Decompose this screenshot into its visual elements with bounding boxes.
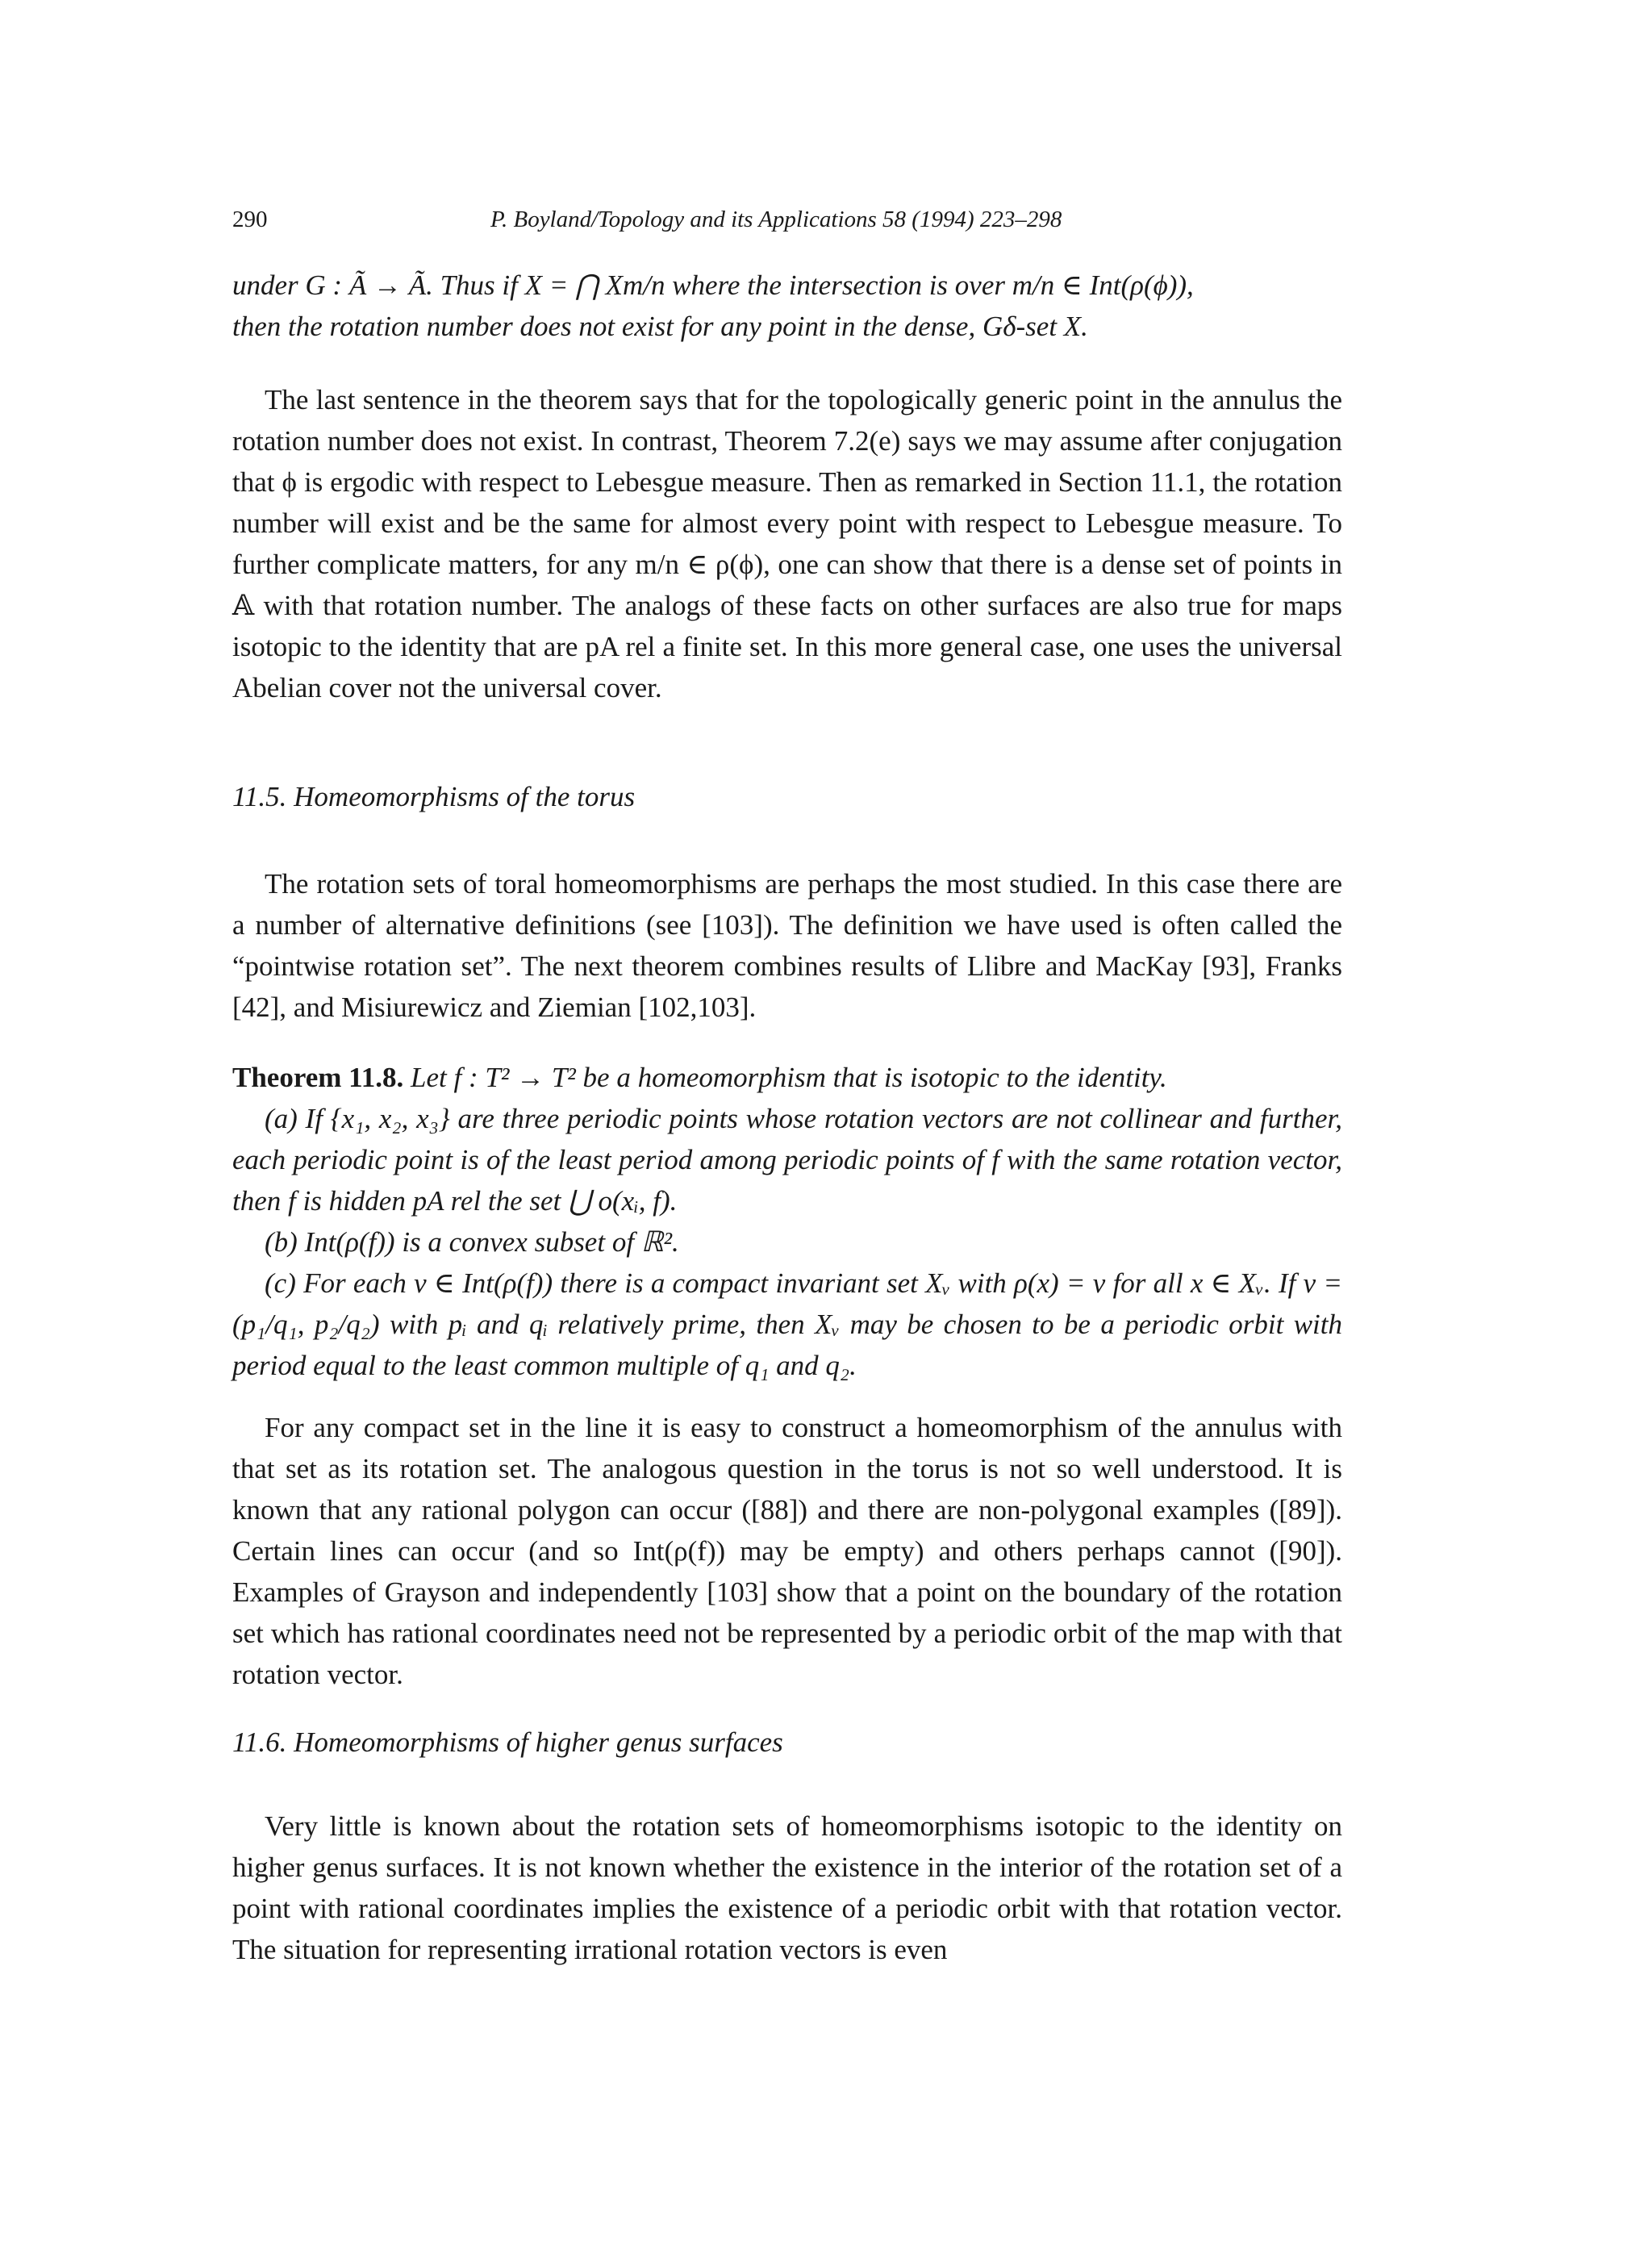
theorem-continuation <box>232 265 1342 347</box>
running-title: P. Boyland/Topology and its Applications 58 (1994) 223–298 <box>490 207 1062 232</box>
paragraph-compact-set <box>232 1407 1342 1695</box>
section-heading-11-6: 11.6. Homeomorphisms of higher genus surfaces <box>232 1726 783 1758</box>
paragraph-text: For any compact set in the line it is easy to construct a homeomorphism of the annulus with that set as its rotation set. The analogous question in the torus is not so well understood. It is known that any rational polygon can occur ([88]) and there are non-polygonal examples ([89]). Certain lines can occur (and so Int(ρ(f)) may be empty) and others perhaps cannot ([90]). Examples of Grayson and independently [103] show that a point on the boundary of the rotation set which has rational coordinates need not be represented by a periodic orbit of the map with that rotation vector. <box>232 1412 1342 1690</box>
text-line: then the rotation number does not exist for any point in the dense, Gδ-set X. <box>232 311 1088 342</box>
page-header <box>232 207 1345 239</box>
text-line: under G : Ã → Ã. Thus if X = ⋂ Xm/n where the intersection is over m/n ∈ Int(ρ(ϕ)), <box>232 269 1194 301</box>
paragraph-higher-genus <box>232 1806 1342 1970</box>
paragraph-text: The rotation sets of toral homeomorphisms are perhaps the most studied. In this case there are a number of alternative definitions (see [103]). The definition we have used is often called the “pointwise rotation set”. The next theorem combines results of Llibre and MacKay [93], Franks [42], and Misiurewicz and Ziemian [102,103]. <box>232 868 1342 1023</box>
theorem-statement <box>232 1057 1342 1098</box>
paragraph-text: Very little is known about the rotation sets of homeomorphisms isotopic to the identity on higher genus surfaces. It is not known whether the existence in the interior of the rotation set of a point with rational coordinates implies the existence of a periodic orbit with that rotation vector. The situation for representing irrational rotation vectors is even <box>232 1810 1342 1965</box>
theorem-text: Let f : T² → T² be a homeomorphism that is isotopic to the identity. <box>411 1062 1167 1093</box>
theorem-part-a: (a) If {x₁, x₂, x₃} are three periodic points whose rotation vectors are not collinear and further, each periodic point is of the least period among periodic points of f with the same rotation vector, then f is hidden pA rel the set ⋃ o(xᵢ, f). <box>232 1103 1342 1217</box>
paragraph-torus <box>232 863 1342 1028</box>
page-number: 290 <box>232 207 268 232</box>
theorem-part-c: (c) For each v ∈ Int(ρ(f)) there is a compact invariant set Xᵥ with ρ(x) = v for all x ∈ Xᵥ. If v = (p₁/q₁, p₂/q₂) with pᵢ and qᵢ relatively prime, then Xᵥ may be chosen to be a periodic orbit with period equal to the least common multiple of q₁ and q₂. <box>232 1267 1342 1381</box>
theorem-11-8 <box>232 1057 1342 1386</box>
theorem-label: Theorem 11.8. <box>232 1062 404 1093</box>
theorem-part-b: (b) Int(ρ(f)) is a convex subset of ℝ². <box>265 1226 679 1258</box>
section-heading-11-5: 11.5. Homeomorphisms of the torus <box>232 781 636 812</box>
paragraph-text: The last sentence in the theorem says that for the topologically generic point in the annulus the rotation number does not exist. In contrast, Theorem 7.2(e) says we may assume after conjugation that ϕ is ergodic with respect to Lebesgue measure. Then as remarked in Section 11.1, the rotation number will exist and be the same for almost every point with respect to Lebesgue measure. To further complicate matters, for any m/n ∈ ρ(ϕ), one can show that there is a dense set of points in 𝔸 with that rotation number. The analogs of these facts on other surfaces are also true for maps isotopic to the identity that are pA rel a finite set. In this more general case, one uses the universal Abelian cover not the universal cover. <box>232 384 1342 703</box>
paragraph-annulus <box>232 379 1342 708</box>
